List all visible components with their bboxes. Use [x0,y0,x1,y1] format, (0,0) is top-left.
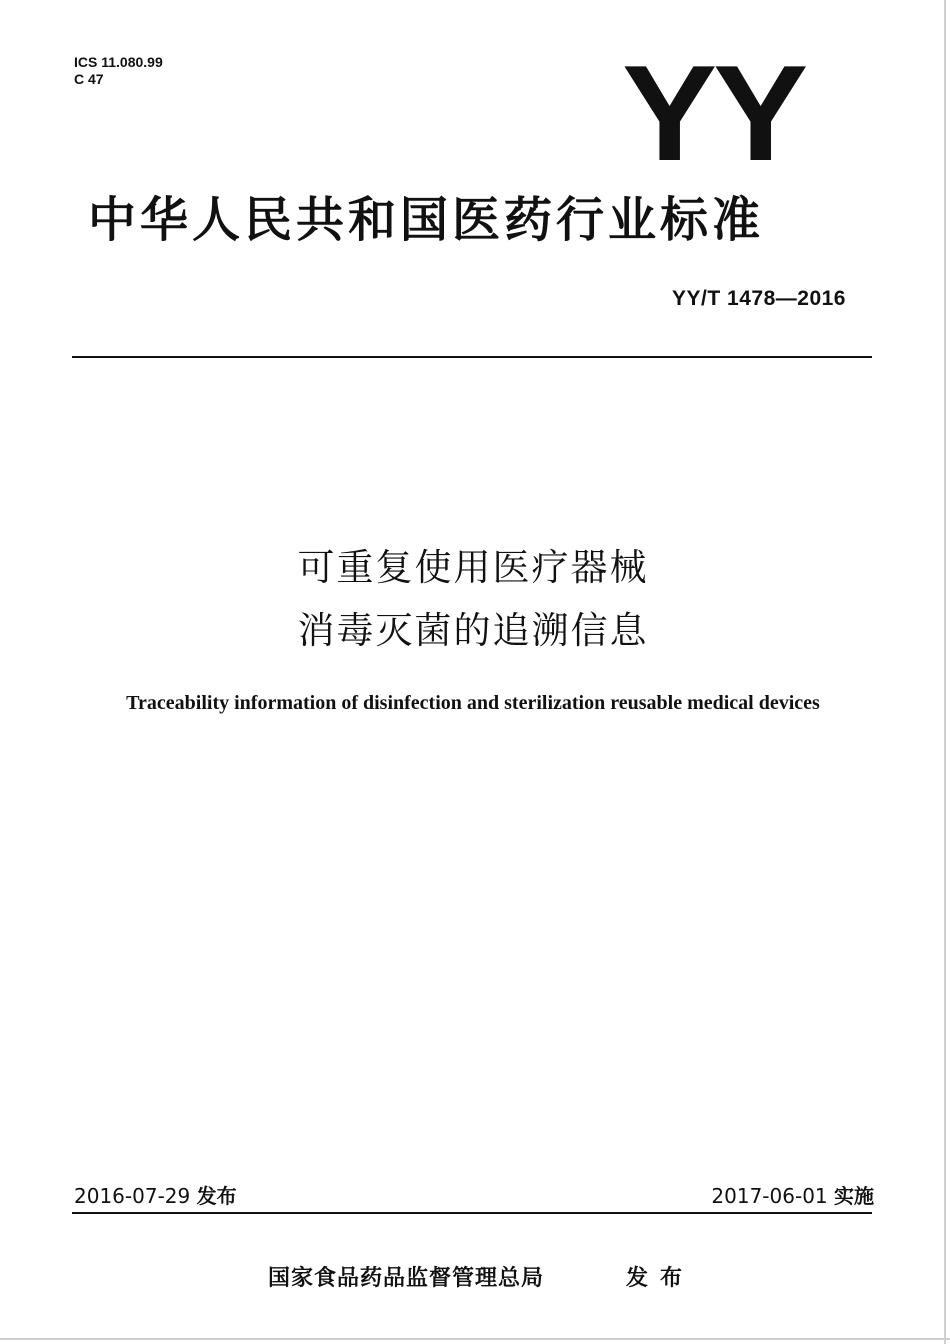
issue-date-block [74,1180,237,1209]
ics-code: ICS 11.080.99 [74,54,163,70]
classification-codes [74,54,163,88]
implementation-date-block [711,1180,874,1209]
issue-date: 2016-07-29 [74,1184,191,1208]
issuing-authority: 国家食品药品监督管理总局 [268,1266,545,1291]
document-title-cn-line2: 消毒灭菌的追溯信息 [297,609,649,652]
ccs-code: C 47 [74,71,104,87]
document-title-en: Traceability information of disinfection and sterilization reusable medical devices [126,692,820,714]
header-divider [72,356,872,358]
document-title-cn-line1: 可重复使用医疗器械 [297,546,649,589]
issuing-action: 发布 [626,1266,695,1291]
page-border-bottom [0,1338,950,1340]
standard-category-title: 中华人民共和国医药行业标准 [88,192,765,248]
yy-logo: YY [622,37,805,189]
standard-number: YY/T 1478—2016 [672,287,846,310]
page-border-right [944,0,946,1344]
implementation-date-label: 实施 [834,1184,874,1208]
issue-date-label: 发布 [196,1184,237,1208]
footer-divider [72,1212,872,1214]
implementation-date: 2017-06-01 [711,1184,828,1208]
